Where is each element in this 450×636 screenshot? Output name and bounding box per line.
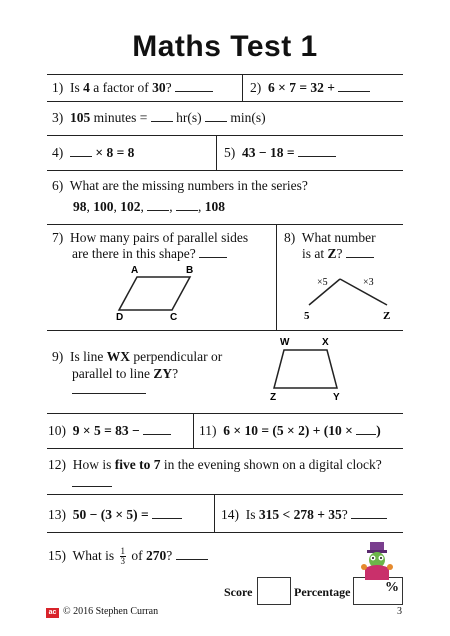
answer-blank[interactable] [346,245,374,258]
question-8: 8) What number [284,230,376,245]
answer-blank[interactable] [175,79,213,92]
divider [47,448,403,449]
end-z-label: Z [383,310,391,322]
question-4: 4) × 8 = 8 [52,145,135,160]
answer-blank[interactable] [176,547,208,560]
question-13: 13) 50 − (3 × 5) = [48,506,182,524]
parallelogram-diagram [110,262,210,322]
divider [47,224,403,225]
column-divider [214,494,215,532]
minutes-blank[interactable] [205,109,227,122]
divider [47,413,403,414]
question-10: 10) 9 × 5 = 83 − [48,422,171,440]
question-1: 1) Is 4 a factor of 30? [52,79,213,97]
divider [47,170,403,171]
vertex-z-label: Z [270,392,277,403]
question-8-line-2: is at Z? [302,245,374,263]
divider [47,101,403,102]
publisher-logo: ac [46,608,59,618]
percent-sign: % [385,580,399,595]
column-divider [242,74,243,101]
divider [47,532,403,533]
series-blank-2[interactable] [176,198,198,211]
answer-blank[interactable] [298,144,336,157]
vertex-d-label: D [116,312,124,322]
vertex-b-label: B [186,265,194,276]
answer-line[interactable] [72,486,112,487]
number-series: 98, 100, 102, , , 108 [73,199,225,214]
answer-blank[interactable] [152,506,182,519]
divider [47,135,403,136]
vertex-y-label: Y [333,392,340,403]
question-15: 15) What is $\frac{1}{3}$ of 270? [48,545,208,567]
page-title: Maths Test 1 [132,30,318,63]
question-14: 14) Is 315 < 278 + 35? [221,506,387,524]
question-7: 7) How many pairs of parallel sides [52,230,249,245]
divider [47,330,403,331]
question-5: 5) 43 − 18 = [224,144,336,162]
vertex-w-label: W [280,337,290,348]
percentage-label: Percentage [294,585,351,599]
answer-blank[interactable] [70,144,92,157]
score-label: Score [224,585,253,599]
copyright: © 2016 Stephen Curran [63,606,159,617]
trapezium-diagram [262,334,352,404]
column-divider [216,135,217,170]
question-12: 12) How is five to 7 in the evening shown on a digital clock? [48,457,382,472]
question-9: 9) Is line WX perpendicular or [52,349,223,364]
cartoon-mascot-image [357,540,397,582]
times-3-label: ×3 [363,277,374,288]
times-5-label: ×5 [317,277,328,288]
vertex-x-label: X [322,337,329,348]
divider [47,74,403,75]
series-blank-1[interactable] [147,198,169,211]
score-box[interactable] [257,577,291,605]
answer-blank[interactable] [351,506,387,519]
page-number: 3 [397,606,402,617]
question-11: 11) 6 × 10 = (5 × 2) + (10 × ) [199,423,381,438]
question-2: 2) 6 × 7 = 32 + [250,79,370,97]
answer-blank[interactable] [199,245,227,258]
start-number: 5 [304,310,310,322]
question-6: 6) What are the missing numbers in the series? [52,178,308,193]
number-machine-diagram [295,265,405,325]
vertex-a-label: A [131,265,139,276]
answer-blank[interactable] [356,422,376,435]
answer-blank[interactable] [338,79,370,92]
fraction-one-third: $\frac{1}{3}$ [120,546,126,567]
question-7-line-2: are there in this shape? [72,245,227,263]
question-3: 3) 105 minutes = hr(s) min(s) [52,110,266,125]
answer-line[interactable] [72,393,146,394]
column-divider [276,224,277,330]
hours-blank[interactable] [151,109,173,122]
column-divider [193,413,194,448]
divider [47,494,403,495]
question-9-line-2: parallel to line ZY? [72,366,179,381]
answer-blank[interactable] [143,422,171,435]
vertex-c-label: C [170,312,178,322]
